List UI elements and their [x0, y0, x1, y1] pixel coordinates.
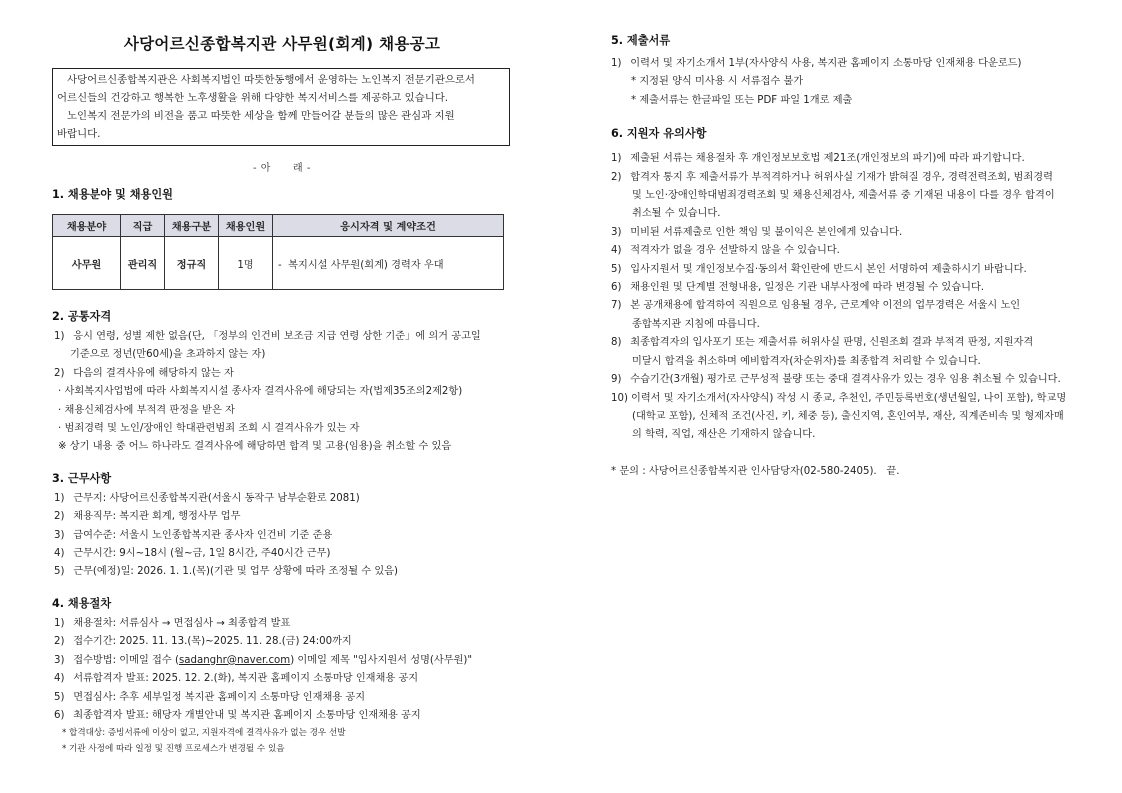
list-item: 3) 미비된 서류제출로 인한 책임 및 불이익은 본인에게 있습니다.	[611, 226, 903, 238]
list-item: 1) 채용절차: 서류심사 → 면접심사 → 최종합격 발표	[54, 617, 291, 629]
list-item: 5) 근무(예정)일: 2026. 1. 1.(목)(기관 및 업무 상황에 따라 조정될 수 있음)	[54, 566, 399, 578]
section-heading-6: 6. 지원자 유의사항	[611, 127, 707, 141]
list-item: 4) 서류합격자 발표: 2025. 12. 2.(화), 복지관 홈페이지 소통마당 인재채용 공지	[54, 673, 419, 685]
list-item: 5) 면접심사: 추후 세부일정 복지관 홈페이지 소통마당 인재채용 공지	[54, 691, 366, 703]
section-heading-4: 4. 채용절차	[52, 596, 112, 610]
list-item: 1) 제출된 서류는 채용절차 후 개인정보보호법 제21조(개인정보의 파기)에 따라 파기합니다.	[611, 153, 1025, 165]
section-2-list	[52, 328, 512, 457]
list-item-continuation: 기준으로 정년(만60세)을 초과하지 않는 자)	[70, 349, 266, 361]
small-note: * 합격대상: 증빙서류에 이상이 없고, 지원자격에 결격사유가 없는 경우 선발	[62, 728, 346, 739]
list-item: 2) 합격자 통지 후 제출서류가 부적격하거나 허위사실 기재가 밝혀질 경우, 경력전력조회, 범죄경력	[611, 171, 1053, 183]
intro-line: 노인복지 전문가의 비전을 품고 따뜻한 세상을 함께 만들어갈 분들의 많은 관심과 지원	[67, 110, 455, 122]
table-header: 채용인원	[219, 215, 273, 237]
small-note: * 기관 사정에 따라 일정 및 진행 프로세스가 변경될 수 있음	[62, 744, 285, 755]
sub-note: * 제출서류는 한글파일 또는 PDF 파일 1개로 제출	[631, 94, 853, 106]
table-cell: 정규직	[165, 237, 219, 290]
list-item-continuation: 종합복지관 지침에 따릅니다.	[632, 318, 760, 330]
list-item: 10) 이력서 및 자기소개서(자사양식) 작성 시 종교, 추천인, 주민등록번호(생년월일, 나이 포함), 학교명	[611, 392, 1067, 404]
list-item: 6) 채용인원 및 단계별 전형내용, 일정은 기관 내부사정에 따라 변경될 수 있습니다.	[611, 282, 985, 294]
document-title: 사당어르신종합복지관 사무원(회계) 채용공고	[123, 35, 441, 53]
section-heading-3: 3. 근무사항	[52, 471, 112, 485]
table-cell: 사무원	[53, 237, 121, 290]
list-item: 1) 이력서 및 자기소개서 1부(자사양식 사용, 복지관 홈페이지 소통마당 인재채용 다운로드)	[611, 58, 1022, 69]
table-cell: 1명	[219, 237, 273, 290]
section-3-list	[52, 490, 512, 582]
section-heading-1: 1. 채용분야 및 채용인원	[52, 188, 173, 201]
list-item: 2) 접수기간: 2025. 11. 13.(목)~2025. 11. 28.(금) 24:00까지	[54, 636, 352, 648]
intro-line: 사당어르신종합복지관은 사회복지법인 따뜻한동행에서 운영하는 노인복지 전문기관으로서	[67, 74, 475, 86]
email-link[interactable]: sadanghr@naver.com	[178, 654, 291, 666]
section-5-list	[611, 55, 1081, 110]
table-header: 응시자격 및 계약조건	[273, 215, 504, 237]
section-6-list	[611, 150, 1081, 445]
list-item: 4) 적격자가 없을 경우 선발하지 않을 수 있습니다.	[611, 245, 840, 257]
list-item: 9) 수습기간(3개월) 평가로 근무성적 불량 또는 중대 결격사유가 있는 경우 임용 취소될 수 있습니다.	[611, 374, 1061, 386]
list-item: 2) 채용직무: 복지관 회계, 행정사무 업무	[54, 511, 241, 523]
list-item: 4) 근무시간: 9시~18시 (월~금, 1일 8시간, 주40시간 근무)	[54, 548, 331, 560]
list-item: 7) 본 공개채용에 합격하여 직원으로 임용될 경우, 근로계약 이전의 업무경력은 서울시 노인	[611, 300, 1021, 312]
sub-note: * 지정된 양식 미사용 시 서류접수 불가	[631, 76, 804, 88]
list-item: 6) 최종합격자 발표: 해당자 개별안내 및 복지관 홈페이지 소통마당 인재채용 공지	[54, 709, 421, 721]
contact-info: * 문의 : 사당어르신종합복지관 인사담당자(02-580-2405). 끝.	[611, 465, 900, 477]
bullet-item: · 사회복지사업법에 따라 사회복지시설 종사자 결격사유에 해당되는 자(법제35조의2제2항)	[58, 386, 463, 398]
below-label: - 아 래 -	[253, 163, 311, 174]
list-item: 2) 다음의 결격사유에 해당하지 않는 자	[54, 367, 234, 379]
list-item: 3) 접수방법: 이메일 접수 (sadanghr@naver.com) 이메일 제목 "입사지원서 성명(사무원)"	[54, 654, 473, 666]
list-item-continuation: 의 학력, 직업, 재산은 기재하지 않습니다.	[632, 429, 816, 441]
list-item: 5) 입사지원서 및 개인정보수집·동의서 확인란에 반드시 본인 서명하여 제출하시기 바랍니다.	[611, 263, 1027, 275]
list-item-continuation: 취소될 수 있습니다.	[632, 208, 721, 220]
bullet-item: · 범죄경력 및 노인/장애인 학대관련범죄 조회 시 결격사유가 있는 자	[58, 423, 360, 435]
section-heading-2: 2. 공통자격	[52, 310, 112, 323]
table-header: 직급	[121, 215, 165, 237]
list-item: 1) 근무지: 사당어르신종합복지관(서울시 동작구 남부순환로 2081)	[54, 492, 360, 504]
table-cell: - 복지시설 사무원(회계) 경력자 우대	[273, 237, 504, 290]
intro-line: 어르신들의 건강하고 행복한 노후생활을 위해 다양한 복지서비스를 제공하고 있습니다.	[57, 92, 449, 104]
list-item: 1) 응시 연령, 성별 제한 없음(단, 「정부의 인건비 보조금 지급 연령 상한 기준」에 의거 공고일	[54, 331, 481, 342]
table-cell: 관리직	[121, 237, 165, 290]
table-row	[53, 237, 504, 290]
table-header: 채용구분	[165, 215, 219, 237]
list-item-continuation: (대학교 포함), 신체적 조건(사진, 키, 체중 등), 출신지역, 혼인여부, 재산, 직계존비속 및 형제자매	[632, 410, 1064, 422]
list-item: 3) 급여수준: 서울시 노인종합복지관 종사자 인건비 기준 준용	[54, 529, 333, 541]
left-column	[52, 30, 512, 757]
warning-note: ※ 상기 내용 중 어느 하나라도 결격사유에 해당하면 합격 및 고용(임용)을 취소할 수 있음	[58, 441, 452, 453]
list-item: 8) 최종합격자의 입사포기 또는 제출서류 허위사실 판명, 신원조회 결과 부적격 판정, 지원자격	[611, 337, 1034, 349]
table-header-row	[53, 215, 504, 237]
section-4-list	[52, 615, 512, 757]
list-item-continuation: 미달시 합격을 취소하며 예비합격자(차순위자)를 최종합격 처리할 수 있습니다.	[632, 355, 981, 367]
table-header: 채용분야	[53, 215, 121, 237]
intro-box	[52, 68, 510, 146]
right-column	[611, 30, 1081, 477]
bullet-item: · 채용신체검사에 부적격 판정을 받은 자	[58, 404, 235, 416]
list-item-continuation: 및 노인·장애인학대범죄경력조회 및 채용신체검사, 제출서류 중 기재된 내용이 다를 경우 합격이	[632, 190, 1055, 202]
section-heading-5: 5. 제출서류	[611, 34, 671, 47]
recruitment-table	[52, 214, 504, 290]
intro-line: 바랍니다.	[57, 128, 101, 140]
